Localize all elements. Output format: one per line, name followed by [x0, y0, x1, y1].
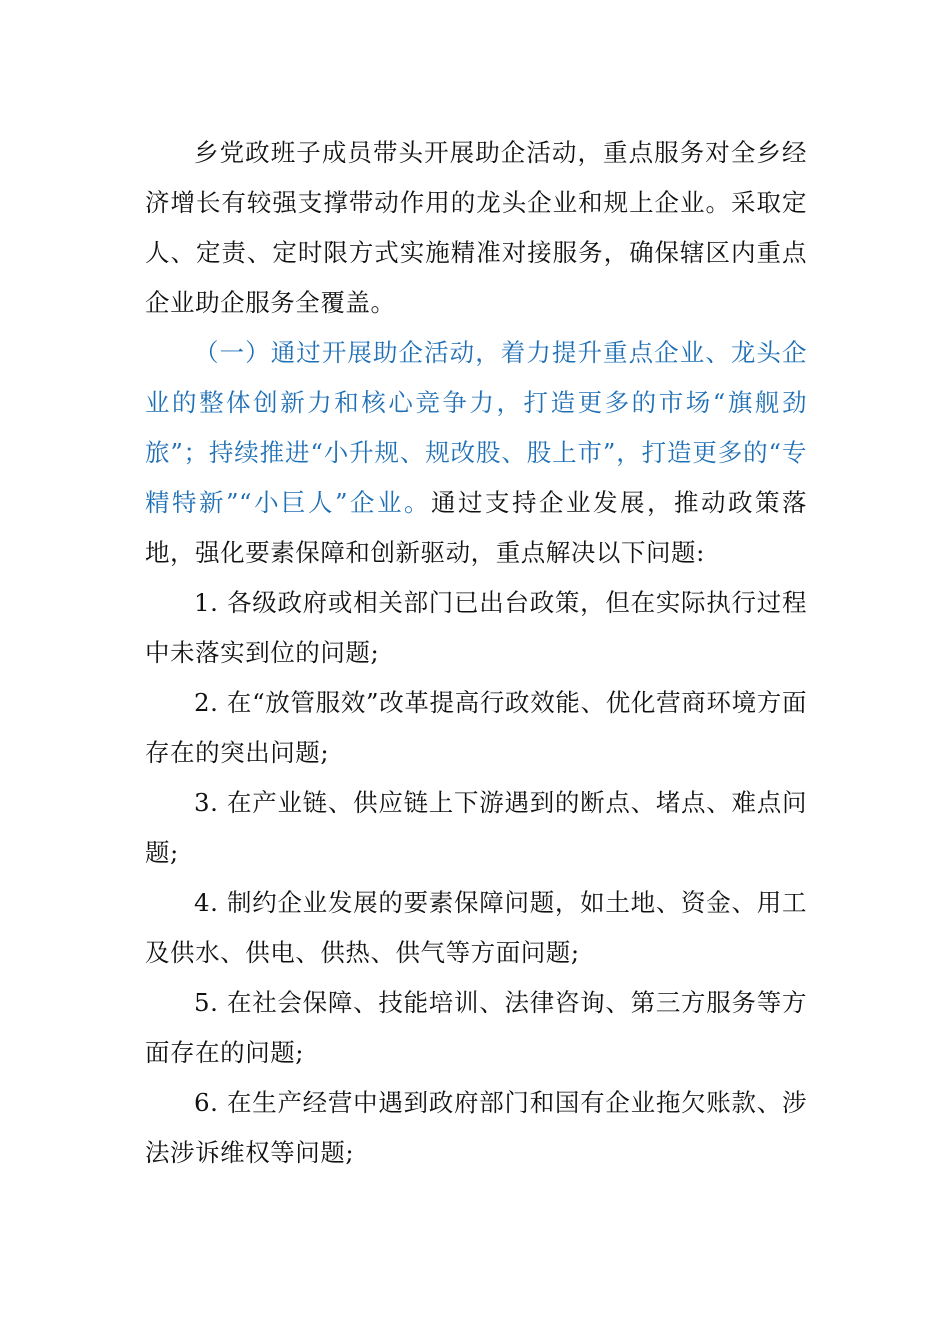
intro-paragraph: 乡党政班子成员带头开展助企活动，重点服务对全乡经济增长有较强支撑带动作用的龙头企业和规上企业。采取定人、定责、定时限方式实施精准对接服务，确保辖区内重点企业助企服务全覆盖。	[145, 138, 807, 317]
document-body	[145, 128, 807, 1178]
list-item: 2. 在“放管服效”改革提高行政效能、优化营商环境方面存在的突出问题;	[145, 688, 807, 767]
list-item: 4. 制约企业发展的要素保障问题，如土地、资金、用工及供水、供电、供热、供气等方面问题;	[145, 888, 807, 967]
section-1-heading: （一）通过开展助企活动，着力提升重点企业、龙头企业的整体创新力和核心竞争力，打造更多的市场“旗舰劲旅”；持续推进“小升规、规改股、股上市”，打造更多的“专精特新”“小巨人”企业。	[145, 338, 807, 517]
list-item: 5. 在社会保障、技能培训、法律咨询、第三方服务等方面存在的问题;	[145, 988, 807, 1067]
list-item: 1. 各级政府或相关部门已出台政策，但在实际执行过程中未落实到位的问题;	[145, 588, 807, 667]
list-item: 6. 在生产经营中遇到政府部门和国有企业拖欠账款、涉法涉诉维权等问题;	[145, 1088, 807, 1167]
section-1-body: 通过支持企业发展，推动政策落地，强化要素保障和创新驱动，重点解决以下问题:	[145, 488, 807, 567]
section-1-paragraph	[145, 328, 807, 578]
list-item: 3. 在产业链、供应链上下游遇到的断点、堵点、难点问题;	[145, 788, 807, 867]
